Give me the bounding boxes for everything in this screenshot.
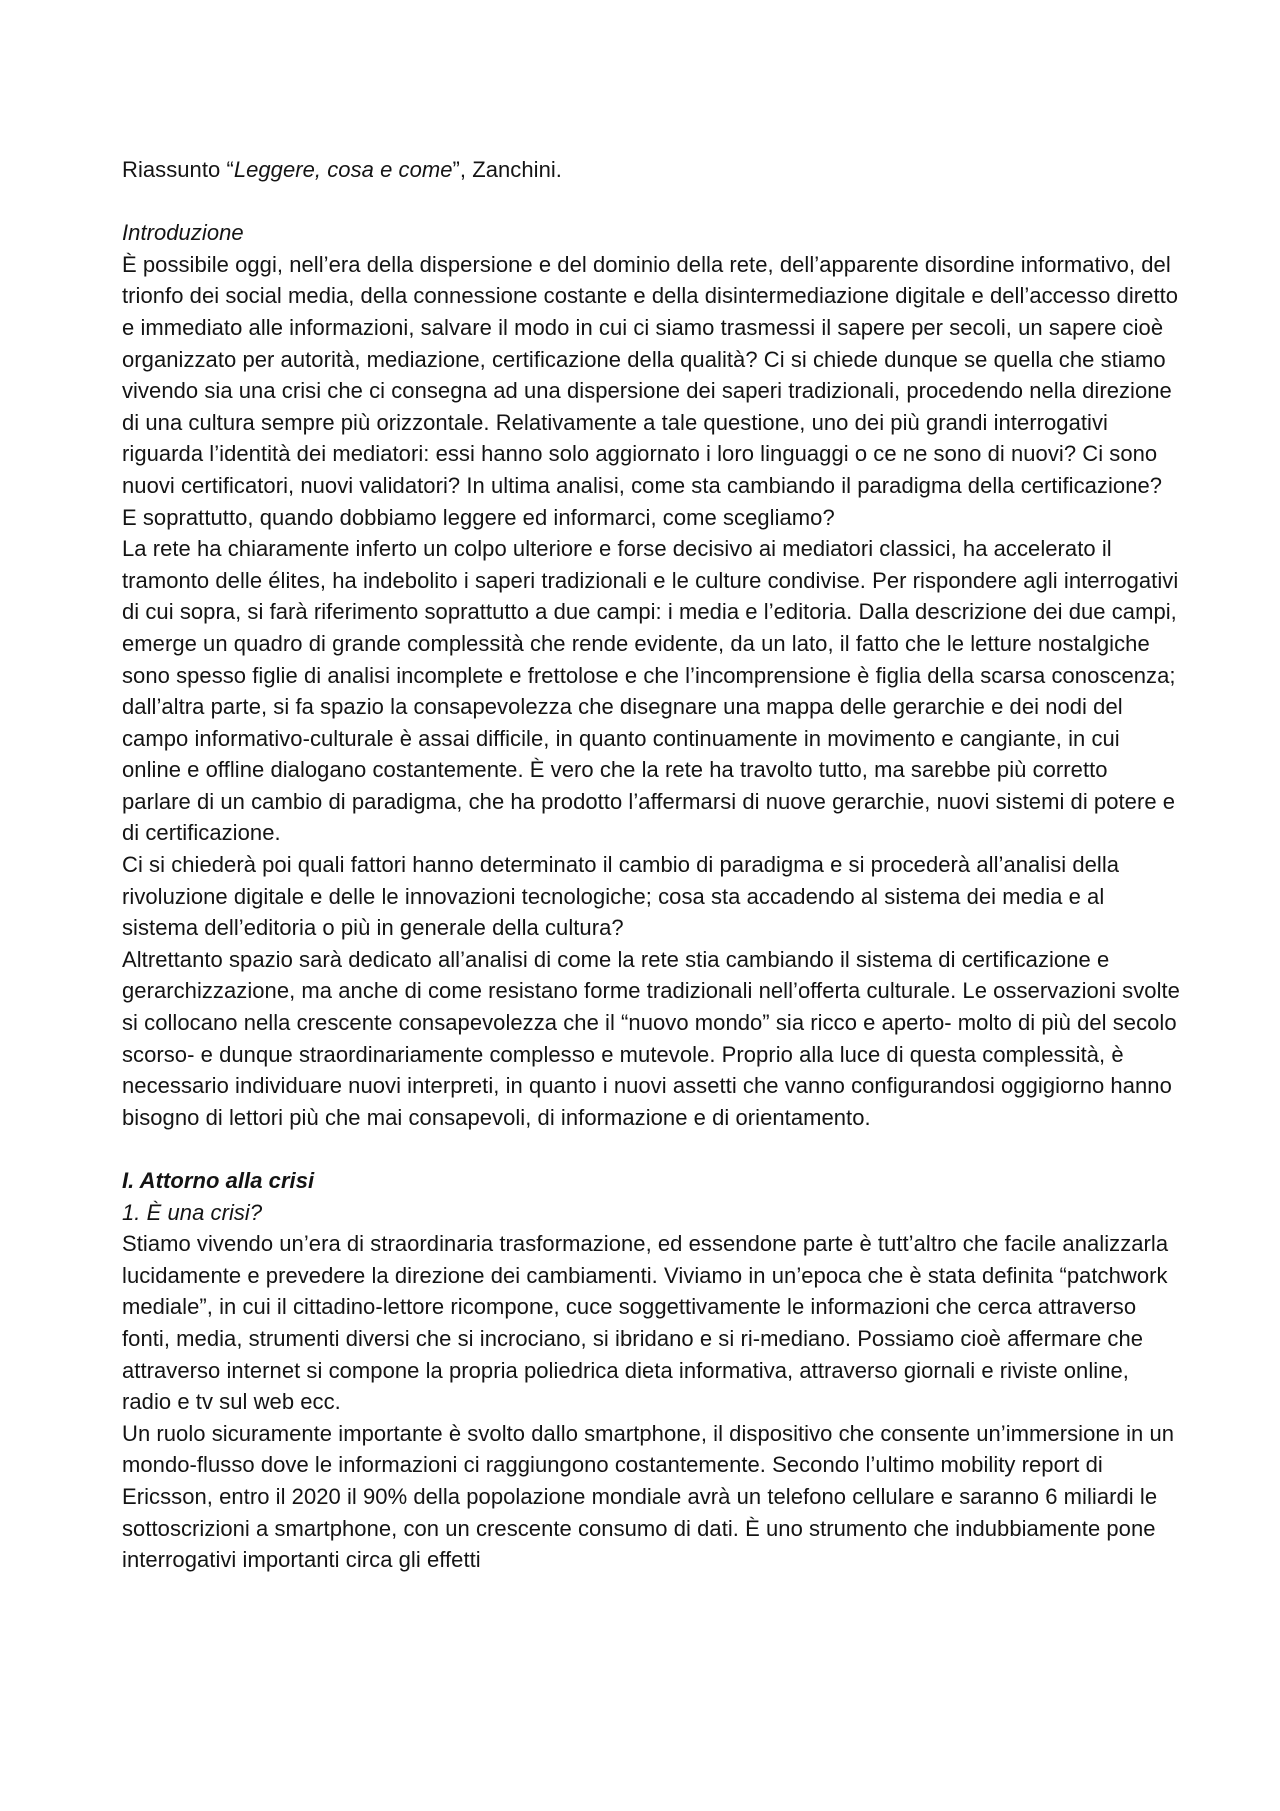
intro-heading: Introduzione — [122, 220, 244, 246]
intro-paragraph-4: Altrettanto spazio sarà dedicato all’analisi di come la rete stia cambiando il sistema di certificazione e gerarchizzazione, ma anche di come resistano forme tradizionali nell’offerta culturale. Le osservazioni svolte si collocano nella crescente consapevolezza che il “nuovo mondo” sia ricco e aperto- molto di più del secolo scorso- e dunque straordinariamente complesso e mutevole. Proprio alla luce di questa complessità, è necessario individuare nuovi interpreti, in quanto i nuovi assetti che vanno configurandosi oggigiorno hanno bisogno di lettori più che mai consapevoli, di informazione e di orientamento. — [122, 946, 1180, 1130]
section-heading: I. Attorno alla crisi — [122, 1168, 315, 1193]
title-prefix: Riassunto “ — [122, 157, 234, 182]
section-paragraph-1: Stiamo vivendo un’era di straordinaria trasformazione, ed essendone parte è tutt’altro che facile analizzarla lucidamente e prevedere la direzione dei cambiamenti. Viviamo in un’epoca che è stata definita “patchwork mediale”, in cui il cittadino-lettore ricompone, cuce soggettivamente le informazioni che cerca attraverso fonti, media, strumenti diversi che si incrociano, si ibridano e si ri-mediano. Possiamo cioè affermare che attraverso internet si compone la propria poliedrica dieta informativa, attraverso giornali e riviste online, radio e tv sul web ecc. — [122, 1231, 1169, 1415]
intro-paragraph-2: La rete ha chiaramente inferto un colpo ulteriore e forse decisivo ai mediatori classici, ha accelerato il tramonto delle élites, ha indebolito i saperi tradizionali e le culture condivise. Per rispondere agli interrogativi di cui sopra, si farà riferimento soprattutto a due campi: i media e l’editoria. Dalla descrizione dei due campi, emerge un quadro di grande complessità che rende evidente, da un lato, il fatto che le letture nostalgiche sono spesso figlie di analisi incomplete e frettolose e che l’incomprensione è figlia della scarsa conoscenza; dall’altra parte, si fa spazio la consapevolezza che disegnare una mappa delle gerarchie e dei nodi del campo informativo-culturale è assai difficile, in quanto continuamente in movimento e cangiante, in cui online e offline dialogano costantemente. È vero che la rete ha travolto tutto, ma sarebbe più corretto parlare di un cambio di paradigma, che ha prodotto l’affermarsi di nuove gerarchie, nuovi sistemi di potere e di certificazione. — [122, 536, 1179, 846]
section-paragraph-2: Un ruolo sicuramente importante è svolto dallo smartphone, il dispositivo che consente un’immersione in un mondo-flusso dove le informazioni ci raggiungono costantemente. Secondo l’ultimo mobility report di Ericsson, entro il 2020 il 90% della popolazione mondiale avrà un telefono cellulare e saranno 6 miliardi le sottoscrizioni a smartphone, con un crescente consumo di dati. È uno strumento che indubbiamente pone interrogativi importanti circa gli effetti — [122, 1420, 1175, 1573]
document-title — [122, 154, 1182, 186]
subsection-heading: 1. È una crisi? — [122, 1199, 263, 1225]
intro-paragraph-3: Ci si chiederà poi quali fattori hanno determinato il cambio di paradigma e si procederà all’analisi della rivoluzione digitale e delle le innovazioni tecnologiche; cosa sta accadendo al sistema dei media e al sistema dell’editoria o più in generale della cultura? — [122, 852, 1120, 941]
title-book-name: Leggere, cosa e come — [233, 157, 453, 182]
section-gap — [122, 1133, 1182, 1165]
title-suffix: ”, Zanchini. — [452, 157, 562, 182]
document-body — [122, 154, 1182, 1576]
intro-paragraph-1: È possibile oggi, nell’era della dispersione e del dominio della rete, dell’apparente disordine informativo, del trionfo dei social media, della connessione costante e della disintermediazione digitale e dell’accesso diretto e immediato alle informazioni, salvare il modo in cui ci siamo trasmessi il sapere per secoli, un sapere cioè organizzato per autorità, mediazione, certificazione della qualità? Ci si chiede dunque se quella che stiamo vivendo sia una crisi che ci consegna ad una dispersione dei saperi tradizionali, procedendo nella direzione di una cultura sempre più orizzontale. Relativamente a tale questione, uno dei più grandi interrogativi riguarda l’identità dei mediatori: essi hanno solo aggiornato i loro linguaggi o ce ne sono di nuovi? Ci sono nuovi certificatori, nuovi validatori? In ultima analisi, come sta cambiando il paradigma della certificazione? E soprattutto, quando dobbiamo leggere ed informarci, come scegliamo? — [122, 251, 1179, 530]
